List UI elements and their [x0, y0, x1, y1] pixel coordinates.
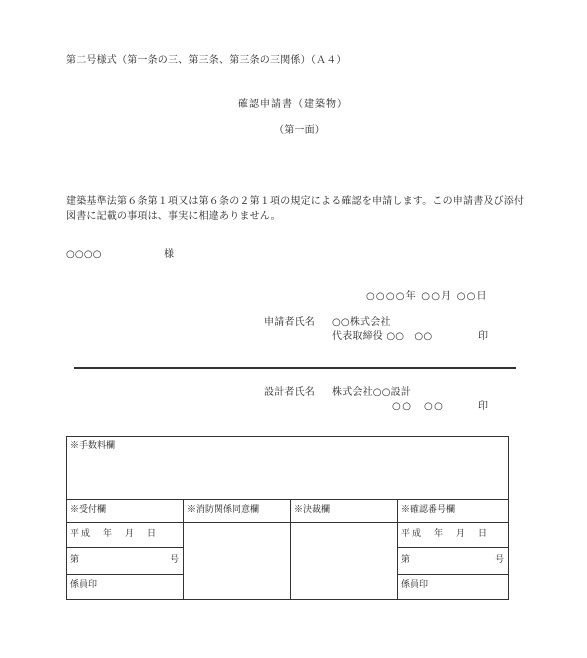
- confirmation-number-suffix: 号: [495, 555, 505, 565]
- addressee-honorific: 様: [164, 249, 175, 260]
- fire-consent-cell-label: ※消防関係同意欄: [187, 505, 260, 515]
- reception-date-field: 平成 年 月 日: [70, 529, 159, 539]
- table-rule: [67, 499, 508, 500]
- table-rule: [290, 499, 291, 599]
- fee-cell-label: ※手数料欄: [70, 441, 116, 451]
- decision-cell-label: ※決裁欄: [294, 505, 331, 515]
- divider-line: [74, 367, 516, 369]
- reception-number-prefix: 第: [70, 555, 80, 565]
- document-title: 確認申請書（建築物）: [238, 99, 348, 110]
- confirmation-number-prefix: 第: [401, 555, 411, 565]
- document-subtitle: （第一面）: [274, 125, 325, 136]
- confirmation-staff-seal: 係員印: [401, 580, 429, 590]
- reception-number-suffix: 号: [170, 555, 180, 565]
- office-use-table: [66, 436, 509, 600]
- designer-label: 設計者氏名: [264, 387, 315, 398]
- designer-seal: 印: [478, 401, 489, 412]
- confirmation-number-cell-label: ※確認番号欄: [401, 505, 456, 515]
- table-rule: [397, 499, 398, 599]
- application-date: ○○○○年 ○○月 ○○日: [366, 291, 488, 302]
- reception-cell-label: ※受付欄: [70, 505, 107, 515]
- applicant-label: 申請者氏名: [264, 317, 315, 328]
- designer-company: 株式会社○○設計: [332, 387, 412, 398]
- table-rule: [183, 499, 184, 599]
- table-rule: [67, 522, 508, 523]
- applicant-seal: 印: [478, 331, 489, 342]
- applicant-representative: 代表取締役 ○○ ○○: [332, 331, 433, 342]
- addressee-name: ○○○○: [66, 249, 102, 260]
- table-rule: [397, 574, 508, 575]
- designer-name: ○○ ○○: [392, 401, 445, 412]
- confirmation-date-field: 平成 年 月 日: [401, 529, 490, 539]
- applicant-company: ○○株式会社: [332, 317, 391, 328]
- table-rule: [67, 547, 183, 548]
- declaration-text: 建築基準法第６条第１項又は第６条の２第１項の規定による確認を申請します。この申請書及び添付図書に記載の事項は、事実に相違ありません。: [66, 196, 525, 222]
- table-rule: [397, 547, 508, 548]
- table-rule: [67, 574, 183, 575]
- reception-staff-seal: 係員印: [70, 580, 98, 590]
- form-id: 第二号様式（第一条の三、第三条、第三条の三関係）（Ａ４）: [66, 55, 347, 66]
